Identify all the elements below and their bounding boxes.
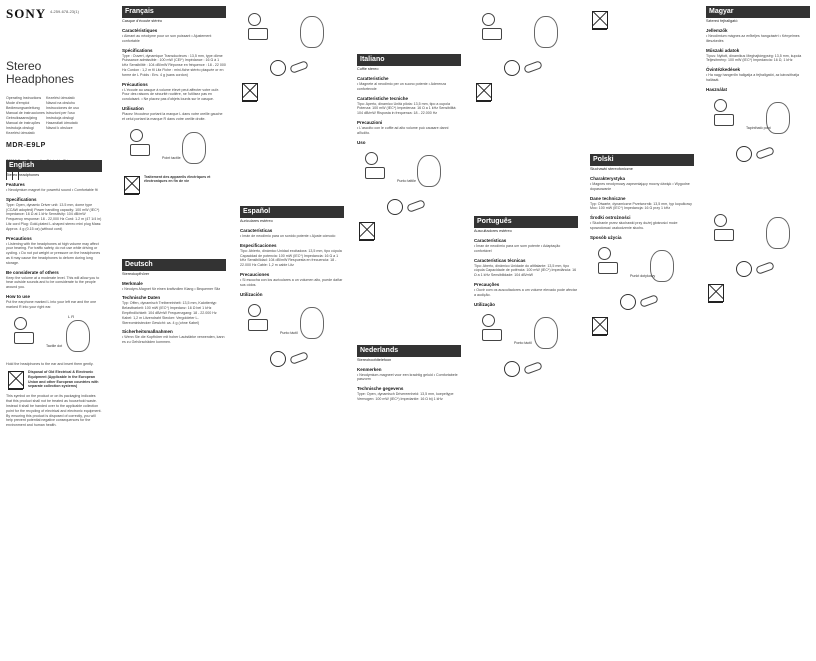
heading: Charakterystyka — [590, 176, 626, 181]
weee-notice — [357, 220, 461, 242]
tactile-dot-label: Tapintható pont — [746, 125, 771, 130]
ear-illustration — [300, 307, 324, 339]
heading: Précautions — [122, 81, 148, 87]
french-german-column — [122, 6, 226, 656]
text: Type: Open, dynamisch Drivereenheid: 13,5 mm, koepeltype Vermogen: 100 mW (IEC*) Impedantie: 16 Ω bij 1 kHz — [357, 392, 454, 401]
case-icon — [482, 28, 502, 40]
earbud-icon — [14, 317, 27, 330]
weee-notice — [240, 81, 344, 103]
usage-illustration — [240, 301, 344, 345]
ear-illustration — [417, 155, 441, 187]
language-item: Návod k obsluze — [46, 126, 73, 130]
italian-dutch-column — [357, 6, 461, 656]
case-icon — [248, 319, 268, 331]
case-icon — [598, 262, 618, 274]
heading: Características técnicas — [474, 257, 526, 263]
usage-illustration — [474, 311, 578, 355]
weee-notice — [590, 315, 694, 337]
language-item: Instrucciones de uso — [46, 106, 79, 110]
weee-title: Disposal of Old Electrical & Electronic Equipment (Applicable in the European Union and other European countries with separate collection systems) — [28, 370, 99, 389]
language-item: Instrukcja obsługi — [6, 126, 34, 130]
earbud-icon — [598, 247, 611, 260]
section-subheader: Cuffie stereo — [357, 67, 379, 71]
specifications-text: Type: Open, dynamic Driver unit: 13.5 mm, dome type (CCAW adopted) Power handling capacity: 100 mW (IEC*) Impedance: 16 Ω at 1 kHz Sensitivity: 104 dB/mW Frequency response: 18 - 22,000 Hz Cord: 1.2 m (47 1/4 in) Litz cord Plug: Gold-plated L-shaped stereo mini plug Mass: Approx. 4 g (0.15 oz) (without cord) — [6, 202, 102, 231]
usage-illustration — [706, 211, 810, 255]
heading-features: Features — [6, 182, 25, 187]
weee-text: This symbol on the product or on its packaging indicates that this product shall not be treated as household waste. Instead it shall be handed over to the applicable collection point for the recycling of electrical and electronic equipment. By ensuring this product is disposed of correctly, you will help prevent potential negative consequences for the environment and human health. — [6, 394, 102, 428]
section-header-english: English — [6, 160, 102, 172]
heading: Caratteristiche — [357, 76, 389, 81]
earbud-tip-illustration — [706, 259, 810, 279]
model-name: MDR-E9LP — [6, 142, 46, 149]
section-subheader: Słuchawki stereofoniczne — [590, 167, 633, 171]
heading: Merkmale — [122, 280, 143, 286]
document-code: 4-259-678-23(1) — [50, 9, 79, 14]
case-icon — [365, 167, 385, 179]
text: • Neodímium mágnes az erőteljes hangzásért • Kényelmes illeszkedés — [706, 34, 800, 43]
heading: Kenmerken — [357, 366, 382, 372]
earbud-icon — [365, 152, 378, 165]
text: • Aimant au néodyme pour un son puissant • Ajustement confortable — [122, 34, 212, 43]
spanish-column — [240, 6, 344, 656]
case-icon — [248, 28, 268, 40]
text: Typ: Otwarte, dynamiczne Przetwornik: 13,5 mm, typ kopułkowy Moc: 100 mW (IEC*) Impedancja: 16 Ω przy 1 kHz — [590, 201, 692, 211]
section-subheader: Auscultadores estéreo — [474, 229, 512, 233]
language-item: Instrukcja obsługi — [46, 116, 74, 120]
ear-illustration — [534, 317, 558, 349]
earbud-tip-illustration — [590, 292, 694, 312]
usage-illustration — [122, 126, 226, 170]
earbud-tip-illustration — [474, 359, 578, 379]
text: Tipo: Aberto, dinâmico Unidade do altifalante: 13,5 mm, tipo cúpula Capacidade de potência: 100 mW (IEC*) Impedância: 16 Ω a 1 kHz Sensibilidade: 104 dB/mW — [474, 263, 577, 278]
text: • Wenn Sie die Kopfhörer mit hoher Lautstärke verwenden, kann es zu Gehörschäden kommen. — [122, 335, 225, 345]
earbud-icon — [482, 13, 495, 26]
earbud-icon — [248, 304, 261, 317]
weee-title: Traitement des appareils électriques et électroniques en fin de vie — [144, 174, 211, 184]
heading: Especificaciones — [240, 242, 277, 248]
text: • Si escucha con los auriculares a un volumen alto, puede dañar sus oídos. — [240, 277, 343, 287]
heading: Precauções — [474, 281, 500, 287]
section-subheader: Auriculares estéreo — [240, 219, 273, 223]
heading: Środki ostrożności — [590, 215, 631, 221]
language-item: Kezelési útmutató — [46, 96, 75, 100]
ear-illustration — [300, 16, 324, 48]
usage-illustration — [240, 10, 344, 54]
heading: Utilisation — [122, 105, 144, 111]
heading: Caratteristiche tecniche — [357, 95, 409, 101]
text: • Íman de neodímio para um som potente • Adaptação confortável — [474, 244, 561, 253]
product-title — [6, 60, 102, 86]
heading: Sposób użycia — [590, 234, 622, 240]
ear-illustration — [182, 132, 206, 164]
heading-specifications: Specifications — [6, 196, 37, 202]
section-subheader: Casque d'écoute stéréo — [122, 19, 162, 23]
tactile-dot-label: Punkt dotykowy — [630, 273, 656, 278]
precautions-text: • Listening with the headphones at high volume may affect your hearing. For traffic safety, do not use while driving or cycling. • Do not put weight or pressure on the headphones as it may cause the headphones to deform during long storage. — [6, 241, 101, 265]
case-icon — [14, 332, 34, 344]
section-header-polish: Polski — [590, 154, 694, 166]
language-list — [6, 96, 102, 136]
heading: Spécifications — [122, 47, 153, 53]
section-header-german: Deutsch — [122, 259, 226, 271]
heading-how-to-use: How to use — [6, 293, 31, 299]
heading: Uso — [357, 139, 366, 145]
polish-column — [590, 6, 694, 656]
heading: Utilización — [240, 291, 263, 297]
language-item: Manual de instrucciones — [6, 111, 45, 115]
section-subheader: Sztereó fejhallgató — [706, 19, 738, 23]
earbud-icon — [482, 314, 495, 327]
ear-illustration — [534, 16, 558, 48]
text: • Słuchanie przez słuchawki przy dużej głośności może spowodować uszkodzenie słuchu. — [590, 221, 678, 230]
section-header-dutch: Nederlands — [357, 345, 461, 357]
text: • Ouvir com os auscultadores a um volume elevado pode afectar a audição. — [474, 287, 577, 297]
earbud-icon — [130, 129, 143, 142]
ear-illustration — [766, 217, 790, 249]
tactile-dot-label: Ponto táctil — [514, 340, 532, 345]
usage-illustration — [474, 10, 578, 54]
section-header-spanish: Español — [240, 206, 344, 218]
heading: Características — [240, 228, 273, 233]
hungarian-column — [706, 6, 810, 656]
features-text: • Neodymium magnet for powerful sound • Comfortable fit — [6, 188, 98, 192]
language-item: Návod na obsluhu — [46, 101, 75, 105]
heading: Óvintézkedések — [706, 67, 741, 73]
language-item: Mode d'emploi — [6, 101, 30, 105]
text: • Neodym-Magnet für einen kraftvollen Klang • Bequemer Sitz — [122, 286, 221, 291]
heading: Használat — [706, 86, 728, 92]
weee-notice — [706, 282, 810, 304]
heading-considerate: Be considerate of others — [6, 269, 59, 275]
section-header-portuguese: Português — [474, 216, 578, 228]
considerate-text: Keep the volume at a moderate level. This will allow you to hear outside sounds and to be considerate to the people around you. — [6, 275, 100, 290]
section-subheader: Stereo headphones — [6, 173, 40, 177]
usage-illustration — [706, 96, 810, 140]
text: Typ: Offen, dynamisch Treibereinheit: 13,5 mm, Kalottentyp Belastbarkeit: 100 mW (IEC*) Impedanz: 16 Ω bei 1 kHz Empfindlichkeit: 104 dB/mW Frequenzgang: 18 - 22.000 Hz Kabel: 1,2 m Litzendraht Stecker: Vergoldeter L-Stereoministecker Gewicht: ca. 4 g (ohne Kabel) — [122, 301, 217, 325]
text: Tipo: Aperto, dinamico Unità pilota: 13,5 mm, tipo a cupola Potenza: 100 mW (IEC*) Impedenza: 16 Ω a 1 kHz Sensibilità: 104 dB/mW Risposta in frequenza: 18 - 22.000 Hz — [357, 101, 457, 116]
text: Típus: Nyitott, dinamikus Meghajtóegység: 13,5 mm, kupola Teljesítmény: 100 mW (IEC*) Impedancia: 16 Ω, 1 kHz — [706, 53, 802, 63]
heading: Caractéristiques — [122, 28, 158, 33]
text: • Neodymium-magneet voor een krachtig geluid • Comfortabele pasvorm — [357, 372, 458, 382]
language-item: Operating Instructions — [6, 96, 42, 100]
heading: Dane techniczne — [590, 195, 626, 201]
usage-illustration — [357, 149, 461, 193]
heading: Technische Daten — [122, 295, 161, 301]
title-line-2: Headphones — [6, 72, 75, 86]
heading: Műszaki adatok — [706, 47, 740, 53]
text: • L'ascolto con le cuffie ad alto volume può causare danni all'udito. — [357, 125, 449, 135]
how-to-use-text: Put the earphone marked L into your left ear and the one marked R into your right ear. — [6, 299, 97, 309]
weee-notice — [590, 9, 694, 31]
language-item: Bedienungsanleitung — [6, 106, 40, 110]
heading: Sicherheitsmaßnahmen — [122, 329, 173, 335]
earbud-icon — [714, 99, 727, 112]
weee-notice — [122, 174, 226, 196]
heading: Jellemzők — [706, 28, 728, 33]
title-line-1: Stereo — [6, 59, 42, 73]
heading-precautions: Precautions — [6, 235, 32, 241]
tactile-dot-label: Tactile dot — [46, 343, 63, 348]
case-icon — [714, 114, 734, 126]
heading: Precauciones — [240, 271, 270, 277]
weee-notice — [6, 369, 102, 391]
section-header-french: Français — [122, 6, 226, 18]
text: • Imán de neodimio para un sonido potente • Ajuste cómodo — [240, 234, 336, 238]
language-item: Gebruiksaanwijzing — [6, 116, 38, 120]
heading: Características — [474, 238, 507, 243]
earbud-tip-illustration — [240, 349, 344, 369]
heading: Precauzioni — [357, 119, 383, 125]
tactile-dot-label: Punto táctil — [280, 330, 298, 335]
section-header-italian: Italiano — [357, 54, 461, 66]
language-item: Használati útmutató — [46, 121, 78, 125]
language-item: Manual de instruções — [6, 121, 41, 125]
earbud-icon — [248, 13, 261, 26]
usage-illustration — [6, 314, 102, 358]
earbud-tip-illustration — [706, 144, 810, 164]
after-figure-text: Hold the headphones to the ear and insert them gently. — [6, 361, 94, 366]
text: • L'écoute au casque à volume élevé peut affecter votre ouïe. Pour des raisons de sécurité routière, ne l'utilisez pas en conduisant. • Ne placez pas d'objets lourds sur le casque. — [122, 87, 220, 102]
english-section — [6, 160, 102, 650]
left-right-label: L R — [68, 313, 75, 319]
text: Placez l'écouteur portant la marque L dans votre oreille gauche et celui portant la marque R dans votre oreille droite. — [122, 111, 223, 121]
earbud-tip-illustration — [357, 197, 461, 217]
case-icon — [130, 144, 150, 156]
case-icon — [482, 329, 502, 341]
case-icon — [714, 229, 734, 241]
heading: Utilização — [474, 301, 496, 307]
tactile-dot-label: Point tactile — [162, 155, 181, 160]
text: • Magnes neodymowy zapewniający mocny dźwięk • Wygodne dopasowanie — [590, 182, 690, 191]
section-subheader: Stereokopfhörer — [122, 271, 150, 276]
earbud-icon — [714, 214, 727, 227]
tactile-dot-label: Punto tattile — [397, 178, 416, 183]
section-header-hungarian: Magyar — [706, 6, 810, 18]
weee-notice — [474, 81, 578, 103]
section-subheader: Stereohoofdtelefoon — [357, 357, 392, 362]
language-item — [46, 131, 96, 136]
portuguese-column — [474, 6, 578, 656]
earbud-tip-illustration — [240, 58, 344, 78]
brand-logo: SONY — [6, 6, 47, 21]
language-item: Kezelési útmutató — [6, 131, 35, 135]
usage-illustration — [590, 244, 694, 288]
text: • Ha nagy hangerőn hallgatja a fejhallgatót, az károsíthatja hallását. — [706, 73, 799, 82]
ear-illustration — [66, 320, 90, 352]
text: Type : Ouvert, dynamique Transducteurs : 13,5 mm, type dôme Puissance admissible : 100 mW (CEI*) Impédance : 16 Ω à 1 kHz Sensibilité : 104 dB/mW Réponse en fréquence : 18 - 22 000 Hz Cordon : 1,2 m fil Litz Fiche : mini-fiche stéréo plaquée or en forme de L Poids : Env. 4 g (sans cordon) — [122, 53, 226, 77]
text: • Magnete al neodimio per un suono potente • Aderenza confortevole — [357, 82, 447, 91]
heading: Technische gegevens — [357, 386, 404, 392]
earbud-tip-illustration — [474, 58, 578, 78]
language-item: Istruzioni per l'uso — [46, 111, 75, 115]
text: Tipo: Abierto, dinámico Unidad excitadora: 13,5 mm, tipo cúpula Capacidad de potencia: 100 mW (IEC*) Impedancia: 16 Ω a 1 kHz Sensibilidad: 104 dB/mW Respuesta en frecuencia: 18 - 22.000 Hz Cable: 1,2 m cable Litz — [240, 248, 342, 268]
